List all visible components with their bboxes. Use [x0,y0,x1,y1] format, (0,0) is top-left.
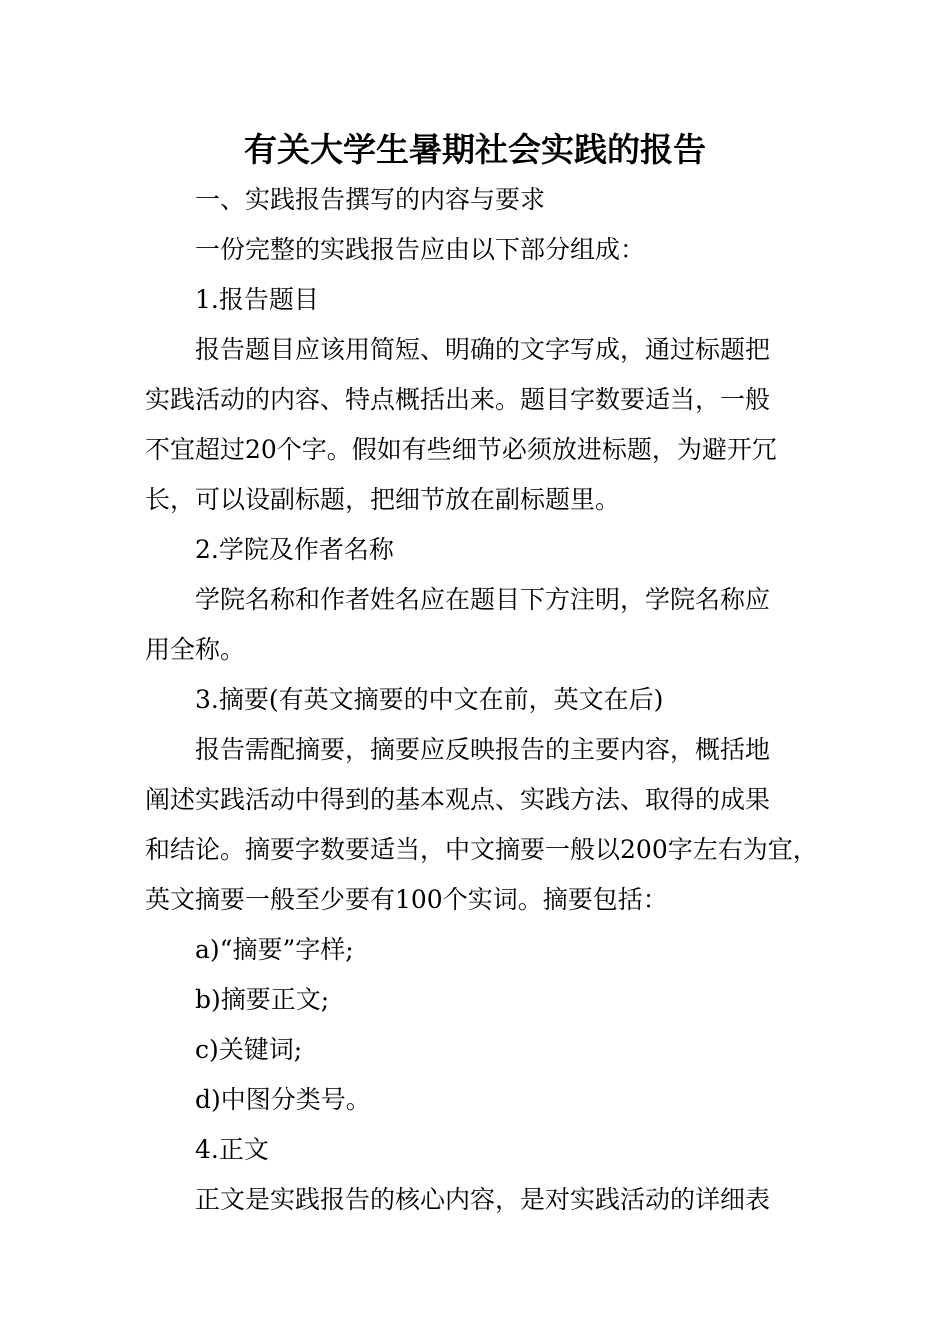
paragraph-line: 和结论。摘要字数要适当，中文摘要一般以200字左右为宜， [145,835,818,864]
list-item: d)中图分类号。 [195,1085,371,1114]
paragraph-line: 长，可以设副标题，把细节放在副标题里。 [145,485,621,514]
document-title: 有关大学生暑期社会实践的报告 [244,130,706,169]
subheading-report-title: 1.报告题目 [195,285,319,314]
subheading-abstract: 3.摘要(有英文摘要的中文在前，英文在后) [195,685,664,714]
subheading-body: 4.正文 [195,1135,269,1164]
list-item: a)“摘要”字样; [195,935,354,964]
paragraph-line: 报告需配摘要，摘要应反映报告的主要内容，概括地 [195,735,771,764]
paragraph-line: 英文摘要一般至少要有100个实词。摘要包括： [145,885,668,914]
paragraph-line: 学院名称和作者姓名应在题目下方注明，学院名称应 [195,585,771,614]
subheading-college-author: 2.学院及作者名称 [195,535,394,564]
list-item: c)关键词; [195,1035,303,1064]
paragraph-line: 正文是实践报告的核心内容，是对实践活动的详细表 [195,1185,771,1214]
paragraph-line: 实践活动的内容、特点概括出来。题目字数要适当，一般 [145,385,771,414]
paragraph-line: 用全称。 [145,635,246,664]
paragraph-line: 一份完整的实践报告应由以下部分组成： [195,235,646,264]
paragraph-line: 报告题目应该用简短、明确的文字写成，通过标题把 [195,335,771,364]
section-heading: 一、实践报告撰写的内容与要求 [195,185,546,214]
paragraph-line: 阐述实践活动中得到的基本观点、实践方法、取得的成果 [145,785,771,814]
list-item: b)摘要正文; [195,985,330,1014]
paragraph-line: 不宜超过20个字。假如有些细节必须放进标题，为避开冗 [145,435,777,464]
